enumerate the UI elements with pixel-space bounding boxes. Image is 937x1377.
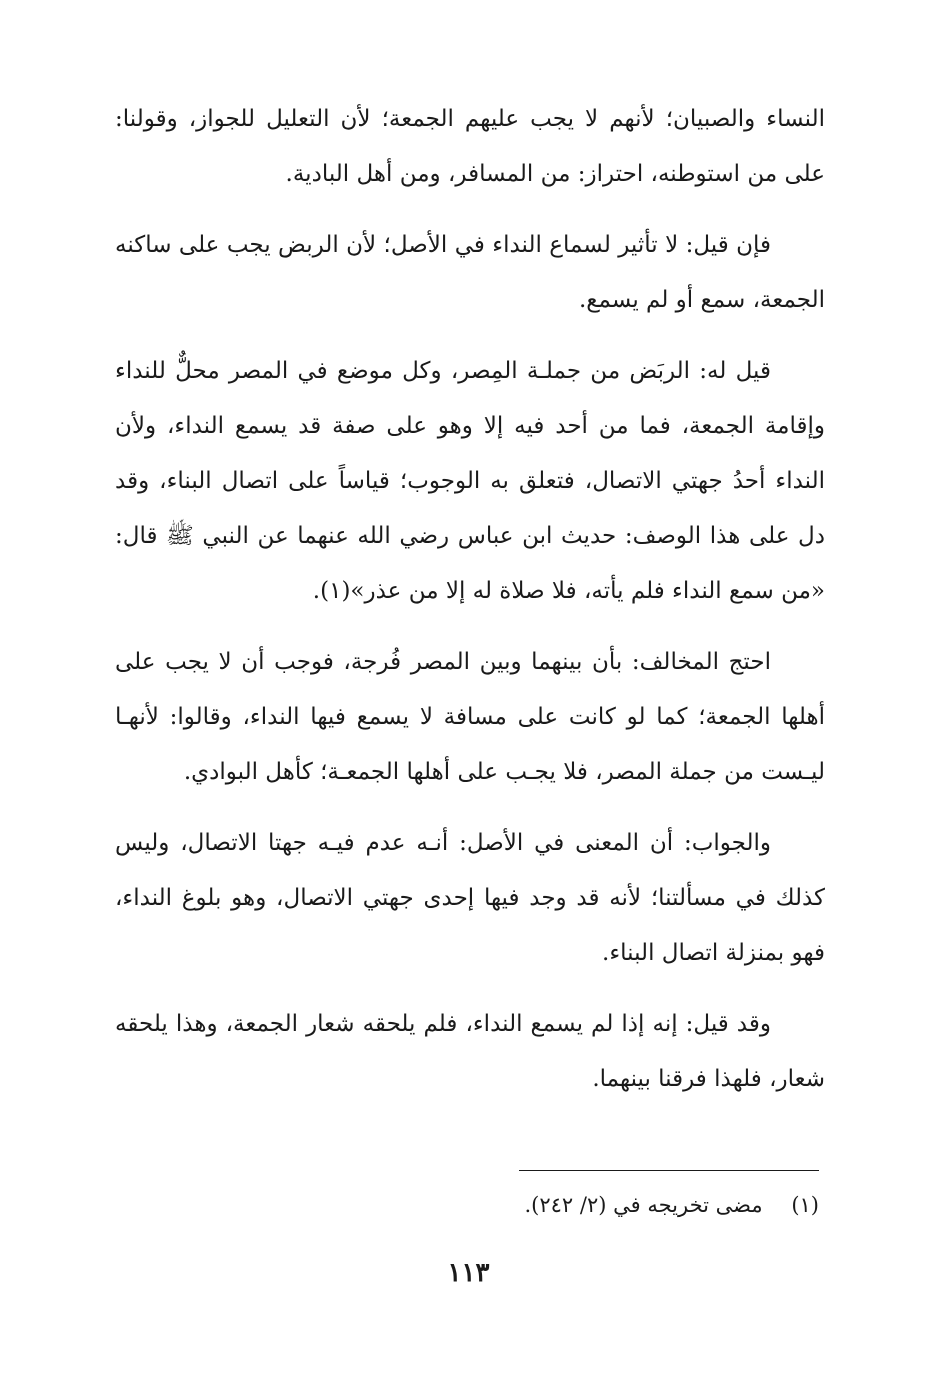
paragraph: احتج المخالف: بأن بينهما وبين المصر فُرجة، فوجب أن لا يجب على أهلها الجمعة؛ كما لو كانت على مسافة لا يسمع فيها النداء، وقالوا: لأنهـا ليـست من جملة المصر، فلا يجـب على أهلها الجمعـة؛ كأهل البوادي. <box>115 649 825 785</box>
footnote-text: مضى تخريجه في (٢/ ٢٤٢). <box>524 1193 763 1217</box>
paragraph: والجواب: أن المعنى في الأصل: أنـه عدم فيـه جهتا الاتصال، وليس كذلك في مسألتنا؛ لأنه قد وجد فيها إحدى جهتي الاتصال، وهو بلوغ النداء، فهو بمنزلة اتصال البناء. <box>115 830 825 966</box>
paragraph: فإن قيل: لا تأثير لسماع النداء في الأصل؛ لأن الربض يجب على ساكنه الجمعة، سمع أو لم يسمع. <box>115 232 825 313</box>
paragraph: قيل له: الربَض من جملـة المِصر، وكل موضع في المصر محلٌّ للنداء وإقامة الجمعة، فما من أحد فيه إلا وهو على صفة قد يسمع النداء، ولأن النداء أحدُ جهتي الاتصال، فتعلق به الوجوب؛ قياساً على اتصال البناء، وقد دل على هذا الوصف: حديث ابن عباس رضي الله عنهما عن النبي ﷺ قال: «من سمع النداء فلم يأته، فلا صلاة له إلا من عذر»(١). <box>115 358 825 604</box>
page-number: ١١٣ <box>447 1258 490 1288</box>
body-text <box>115 92 825 1123</box>
paragraph: النساء والصبيان؛ لأنهم لا يجب عليهم الجمعة؛ لأن التعليل للجواز، وقولنا: على من استوطنه، احتراز: من المسافر، ومن أهل البادية. <box>115 106 825 187</box>
paragraph: وقد قيل: إنه إذا لم يسمع النداء، فلم يلحقه شعار الجمعة، وهذا يلحقه شعار، فلهذا فرقنا بينهما. <box>115 1011 825 1092</box>
footnote-divider <box>519 1170 819 1171</box>
footnote <box>119 1188 819 1222</box>
footnote-marker: (١) <box>791 1193 819 1217</box>
